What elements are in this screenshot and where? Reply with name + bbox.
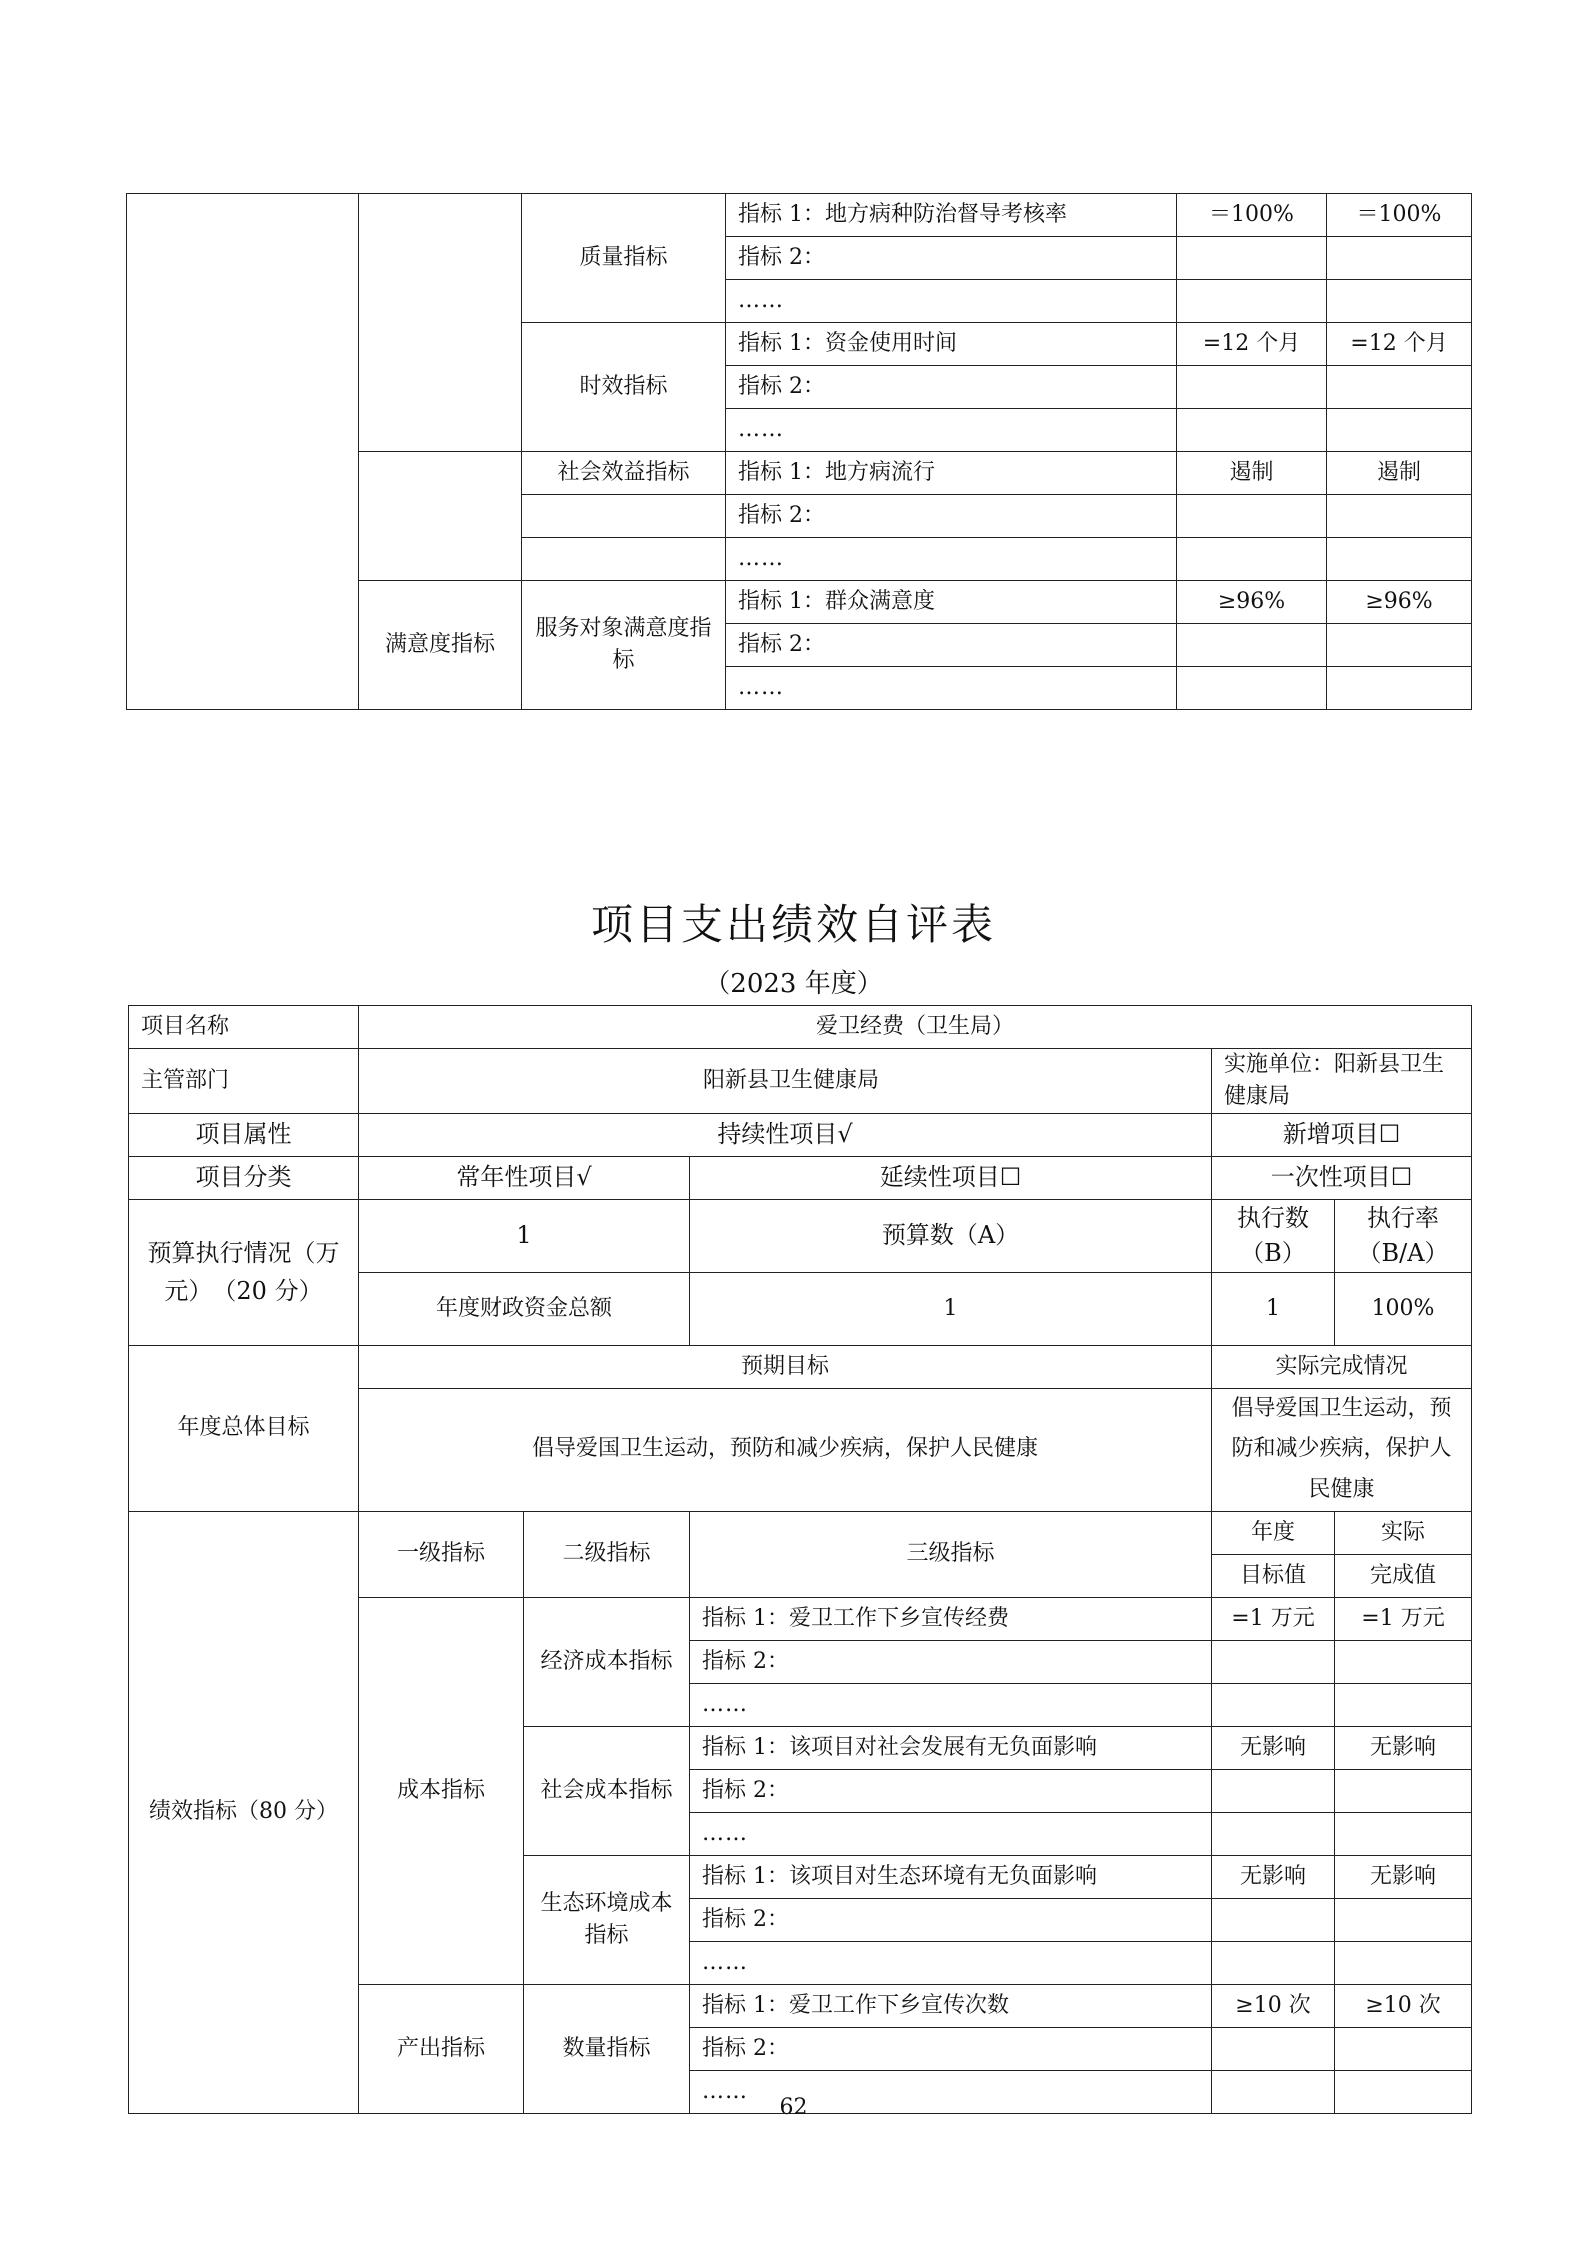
indicator-target (1177, 667, 1327, 710)
h-level1: 一级指标 (359, 1511, 524, 1597)
indicator-name: …… (690, 1941, 1212, 1984)
indicator-actual (1335, 1898, 1472, 1941)
indicator-target: ≥10 次 (1212, 1984, 1335, 2027)
indicator-actual (1327, 538, 1472, 581)
level1-benefit-cell (359, 452, 522, 581)
attr-continuing: 持续性项目√ (359, 1113, 1212, 1156)
indicator-name: 指标 2： (726, 237, 1177, 280)
indicator-target (1212, 1898, 1335, 1941)
eco-cost-label: 生态环境成本指标 (524, 1855, 690, 1984)
dept-label: 主管部门 (129, 1049, 359, 1114)
h-level3: 三级指标 (690, 1511, 1212, 1597)
h-level2: 二级指标 (524, 1511, 690, 1597)
indicator-actual: ≥10 次 (1335, 1984, 1472, 2027)
indicator-target: =12 个月 (1177, 323, 1327, 366)
budget-col2: 预算数（A） (690, 1199, 1212, 1272)
page-title: 项目支出绩效自评表 (590, 900, 996, 949)
budget-label: 预算执行情况（万元） （20 分） (129, 1199, 359, 1345)
category-onetime: 一次性项目☐ (1212, 1156, 1472, 1199)
indicator-name: 指标 1：爱卫工作下乡宣传次数 (690, 1984, 1212, 2027)
indicator-name: …… (726, 538, 1177, 581)
indicator-actual (1335, 1941, 1472, 1984)
indicator-name: 指标 2： (690, 1769, 1212, 1812)
economic-cost-label: 经济成本指标 (524, 1597, 690, 1726)
indicator-name: 指标 2： (726, 366, 1177, 409)
social-cost-label: 社会成本指标 (524, 1726, 690, 1855)
indicator-name: 指标 1：地方病种防治督导考核率 (726, 194, 1177, 237)
indicator-name: …… (726, 667, 1177, 710)
h-target-2: 目标值 (1212, 1554, 1335, 1597)
indicator-name: 指标 1：地方病流行 (726, 452, 1177, 495)
budget-col4: 执行率（B/A） (1335, 1199, 1472, 1272)
category-label: 项目分类 (129, 1156, 359, 1199)
indicator-actual (1335, 1640, 1472, 1683)
indicator-name: 指标 2： (726, 495, 1177, 538)
indicator-target (1177, 366, 1327, 409)
level1-output-cont-cell (359, 194, 522, 452)
fiscal-a: 1 (690, 1272, 1212, 1345)
attr-label: 项目属性 (129, 1113, 359, 1156)
indicator-name: 指标 1：爱卫工作下乡宣传经费 (690, 1597, 1212, 1640)
indicator-target: ≥96% (1177, 581, 1327, 624)
indicator-name: 指标 2： (690, 1898, 1212, 1941)
quantity-indicator-label: 数量指标 (524, 1984, 690, 2113)
service-satisfaction-indicator-label: 服务对象满意度指标 (522, 581, 726, 710)
indicator-actual: ≥96% (1327, 581, 1472, 624)
indicator-target: 遏制 (1177, 452, 1327, 495)
indicator-actual (1327, 366, 1472, 409)
category-regular: 常年性项目√ (359, 1156, 690, 1199)
empty-cell (522, 538, 726, 581)
indicator-name: …… (690, 1812, 1212, 1855)
budget-col1: 1 (359, 1199, 690, 1272)
perf-label: 绩效指标（80 分） (129, 1511, 359, 2113)
indicator-target (1212, 2027, 1335, 2070)
self-evaluation-table (128, 1005, 1472, 2114)
indicator-actual: 无影响 (1335, 1855, 1472, 1898)
indicator-target: =1 万元 (1212, 1597, 1335, 1640)
impl-unit-value: 实施单位：阳新县卫生健康局 (1212, 1049, 1472, 1114)
page-subtitle: （2023 年度） (704, 969, 883, 999)
indicator-name: …… (726, 409, 1177, 452)
indicator-target: ＝100% (1177, 194, 1327, 237)
indicator-actual: =1 万元 (1335, 1597, 1472, 1640)
indicator-actual (1327, 237, 1472, 280)
actual-text: 倡导爱国卫生运动，预防和减少疾病，保护人民健康 (1212, 1388, 1472, 1511)
expected-text: 倡导爱国卫生运动，预防和减少疾病，保护人民健康 (359, 1388, 1212, 1511)
indicator-actual: ＝100% (1327, 194, 1472, 237)
project-name-label: 项目名称 (129, 1006, 359, 1049)
indicator-target (1212, 1941, 1335, 1984)
indicator-target (1212, 1769, 1335, 1812)
h-target-1: 年度 (1212, 1511, 1335, 1554)
indicator-name: …… (690, 1683, 1212, 1726)
indicator-actual (1335, 2027, 1472, 2070)
page-number: 62 (779, 2095, 808, 2120)
level1-blank-cell (127, 194, 359, 710)
indicator-target (1177, 280, 1327, 323)
indicator-actual (1335, 1683, 1472, 1726)
dept-value: 阳新县卫生健康局 (359, 1049, 1212, 1114)
indicator-name: 指标 2： (726, 624, 1177, 667)
project-name-value: 爱卫经费（卫生局） (359, 1006, 1472, 1049)
indicator-actual (1335, 1769, 1472, 1812)
timeliness-indicator-label: 时效指标 (522, 323, 726, 452)
indicator-actual (1327, 624, 1472, 667)
indicator-target (1212, 1640, 1335, 1683)
indicator-actual: 遏制 (1327, 452, 1472, 495)
indicator-target (1177, 624, 1327, 667)
continued-indicator-table (126, 193, 1472, 710)
fiscal-rate: 100% (1335, 1272, 1472, 1345)
indicator-target (1212, 1812, 1335, 1855)
actual-label: 实际完成情况 (1212, 1345, 1472, 1388)
expected-label: 预期目标 (359, 1345, 1212, 1388)
indicator-name: 指标 2： (690, 2027, 1212, 2070)
empty-cell (522, 495, 726, 538)
indicator-name: …… (690, 2070, 1212, 2113)
h-actual-2: 完成值 (1335, 1554, 1472, 1597)
goal-label: 年度总体目标 (129, 1345, 359, 1511)
indicator-target: 无影响 (1212, 1855, 1335, 1898)
indicator-actual (1327, 495, 1472, 538)
satisfaction-level1-label: 满意度指标 (359, 581, 522, 710)
cost-indicator-label: 成本指标 (359, 1597, 524, 1984)
indicator-target (1177, 538, 1327, 581)
social-benefit-indicator-label: 社会效益指标 (522, 452, 726, 495)
category-extended: 延续性项目☐ (690, 1156, 1212, 1199)
indicator-actual (1327, 667, 1472, 710)
fiscal-b: 1 (1212, 1272, 1335, 1345)
indicator-name: …… (726, 280, 1177, 323)
indicator-actual: =12 个月 (1327, 323, 1472, 366)
fiscal-label: 年度财政资金总额 (359, 1272, 690, 1345)
indicator-actual (1335, 1812, 1472, 1855)
indicator-target (1177, 495, 1327, 538)
indicator-actual: 无影响 (1335, 1726, 1472, 1769)
attr-new: 新增项目☐ (1212, 1113, 1472, 1156)
indicator-target (1212, 1683, 1335, 1726)
indicator-target (1177, 409, 1327, 452)
indicator-target: 无影响 (1212, 1726, 1335, 1769)
quality-indicator-label: 质量指标 (522, 194, 726, 323)
indicator-name: 指标 1：群众满意度 (726, 581, 1177, 624)
indicator-actual (1327, 409, 1472, 452)
budget-col3: 执行数（B） (1212, 1199, 1335, 1272)
indicator-actual (1327, 280, 1472, 323)
indicator-name: 指标 2： (690, 1640, 1212, 1683)
output-indicator-label: 产出指标 (359, 1984, 524, 2113)
indicator-name: 指标 1：该项目对生态环境有无负面影响 (690, 1855, 1212, 1898)
indicator-target (1177, 237, 1327, 280)
h-actual-1: 实际 (1335, 1511, 1472, 1554)
indicator-name: 指标 1：资金使用时间 (726, 323, 1177, 366)
indicator-name: 指标 1：该项目对社会发展有无负面影响 (690, 1726, 1212, 1769)
